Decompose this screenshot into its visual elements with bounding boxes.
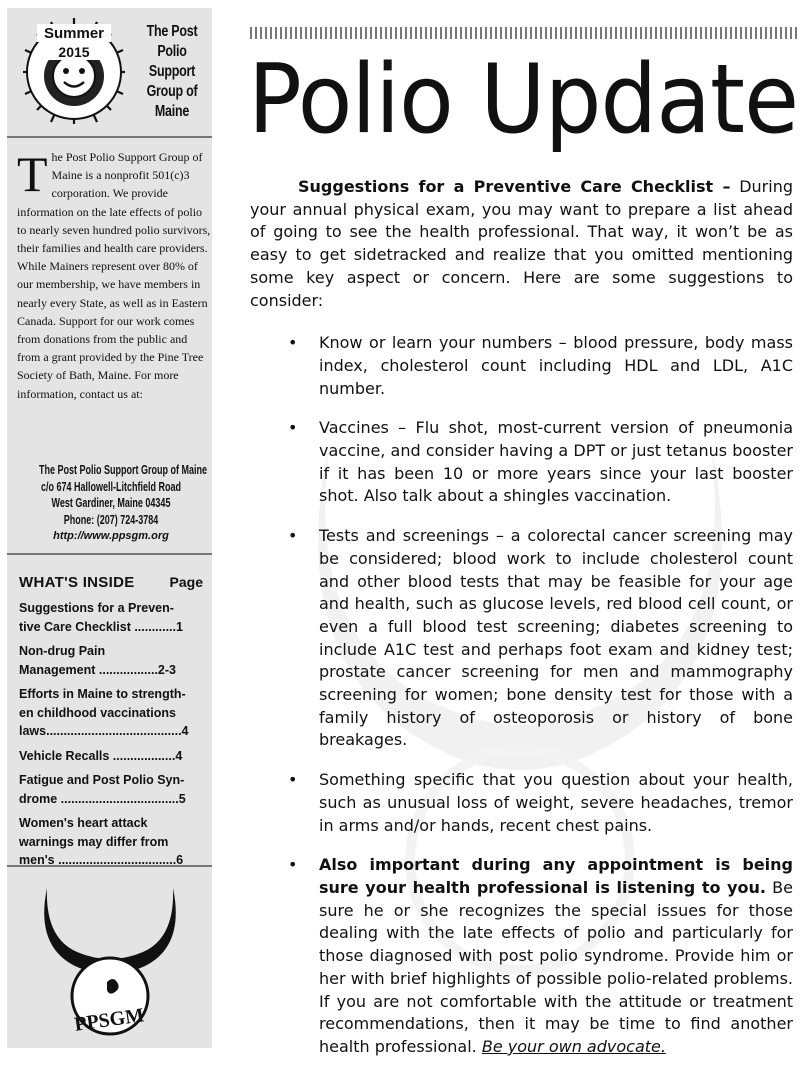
org-name-line: Polio (157, 43, 187, 60)
toc-line: Women's heart attack (19, 816, 148, 830)
divider (7, 865, 212, 867)
about-text: he Post Polio Support Group of Maine is a nonprofit 501(c)3 corporation. We provide information on the late effects of polio to nearly seven hundred polio survivors, their families and health care providers. While Mainers represent over 80% of our membership, we have members in nearly every State, as well as in Eastern Canada. Support for our work comes from donations from the public and from a grant provided by the Pine Tree Society of Bath, Maine. For more information, contact us at: (17, 150, 211, 401)
drop-cap: T (17, 146, 48, 202)
toc-item[interactable] (19, 599, 209, 636)
org-name-line: Group of (146, 83, 198, 100)
checklist-text: Know or learn your numbers – blood pressure, body mass index, cholesterol count including HDL and LDL, A1C number. (319, 333, 793, 398)
toc-line: Vehicle Recalls ..................4 (19, 748, 183, 763)
checklist-item (250, 769, 793, 837)
divider (7, 553, 212, 555)
masthead-bar (250, 27, 800, 39)
newsletter-title: Polio Update (248, 45, 799, 155)
contact-phone: Phone: (207) 724-3784 (63, 512, 159, 527)
year-label: 2015 (58, 44, 90, 60)
toc-line: laws.......................................4 (19, 724, 189, 738)
contact-name: The Post Polio Support Group of Maine (39, 463, 207, 477)
about-blurb (17, 148, 211, 403)
org-name-line: Support (148, 63, 196, 80)
article (250, 176, 793, 1076)
toc-item[interactable] (19, 685, 209, 741)
logo-text: PPSGM (72, 1004, 146, 1036)
toc-line: Efforts in Maine to strength- (19, 687, 186, 701)
checklist (250, 332, 793, 1058)
contact-block (11, 462, 211, 545)
sun-logo-icon (19, 12, 129, 132)
sidebar (7, 8, 212, 1048)
toc-item[interactable] (19, 814, 209, 870)
page-column-label: Page (169, 574, 203, 590)
bullet-icon: • (288, 526, 298, 546)
bullet-icon: • (288, 333, 298, 353)
contact-address2: West Gardiner, Maine 04345 (51, 496, 171, 510)
checklist-text: Something specific that you question about your health, such as unusual loss of weight, severe headaches, tremor in arms and/or hands, recent chest pains. (319, 770, 793, 835)
bullet-icon: • (288, 770, 298, 790)
checklist-emphasis: Also important during any appointment is being sure your health professional is listening to you. (319, 855, 793, 897)
website-link[interactable]: http://www.ppsgm.org (53, 530, 169, 542)
checklist-text: Be sure he or she recognizes the special issues for those dealing with the late effects of polio and particularly for those diagnosed with post polio syndrome. Provide him or her with brief highlights of possible polio-related problems. If you are not comfortable with the attitude or treatment recommendations, then it may be time to find another health professional. (319, 877, 793, 1056)
toc-line: warnings may differ from (19, 834, 169, 849)
contact-address1: c/o 674 Hallowell-Litchfield Road (40, 479, 182, 494)
advocate-link[interactable]: Be your own advocate. (481, 1036, 666, 1056)
toc-line: men's ..................................6 (19, 853, 184, 867)
checklist-text: Tests and screenings – a colorectal cancer screening may be considered; blood work to include cholesterol count and other blood tests that may be feasible for your age and health, such as glucose levels, red blood cell count, or even a full blood test screening; diabetes screening to include A1C test and perhaps foot exam and kidney test; prostate cancer screening for men and mammography screening for women; bone density test for those with a family history of osteoporosis or history of bone breakages. (319, 526, 793, 750)
org-name (143, 22, 201, 122)
whats-inside (19, 574, 209, 876)
toc-line: drome ..................................5 (19, 791, 186, 806)
toc-line: Fatigue and Post Polio Syn- (19, 773, 185, 787)
toc-item[interactable] (19, 642, 209, 679)
toc-line: tive Care Checklist ............1 (19, 619, 183, 634)
toc-line: Management .................2-3 (19, 662, 176, 677)
article-heading: Suggestions for a Preventive Care Checklist – (298, 177, 731, 196)
bullet-icon: • (288, 418, 298, 438)
checklist-text: Vaccines – Flu shot, most-current version of pneumonia vaccine, and consider having a DPT or just tetanus booster if it has been 10 or more years since your last booster shot. Also talk about a shingles vaccination. (319, 418, 793, 506)
toc-line: en childhood vaccinations (19, 705, 176, 720)
whats-inside-title: WHAT'S INSIDE (19, 574, 135, 591)
bullet-icon: • (288, 855, 298, 875)
checklist-item (250, 332, 793, 400)
toc-list (19, 599, 209, 870)
checklist-item (250, 525, 793, 752)
toc-item[interactable] (19, 747, 209, 766)
checklist-item (250, 854, 793, 1058)
season-label: Summer (43, 25, 105, 42)
toc-line: Suggestions for a Preven- (19, 601, 174, 615)
checklist-item (250, 417, 793, 508)
toc-item[interactable] (19, 771, 209, 808)
sidebar-masthead (7, 8, 212, 138)
article-intro (250, 176, 793, 312)
divider (7, 136, 212, 138)
ppsgm-logo-icon (35, 886, 185, 1036)
toc-line: Non-drug Pain (19, 644, 106, 658)
org-name-line: Maine (154, 103, 190, 120)
article-intro-text: During your annual physical exam, you may want to prepare a list ahead of going to see the health professional. That way, it won’t be as easy to get sidetracked and realize that you omitted mentioning some key aspect or concern. Here are some suggestions to consider: (250, 177, 793, 310)
org-name-line: The Post (146, 23, 198, 40)
